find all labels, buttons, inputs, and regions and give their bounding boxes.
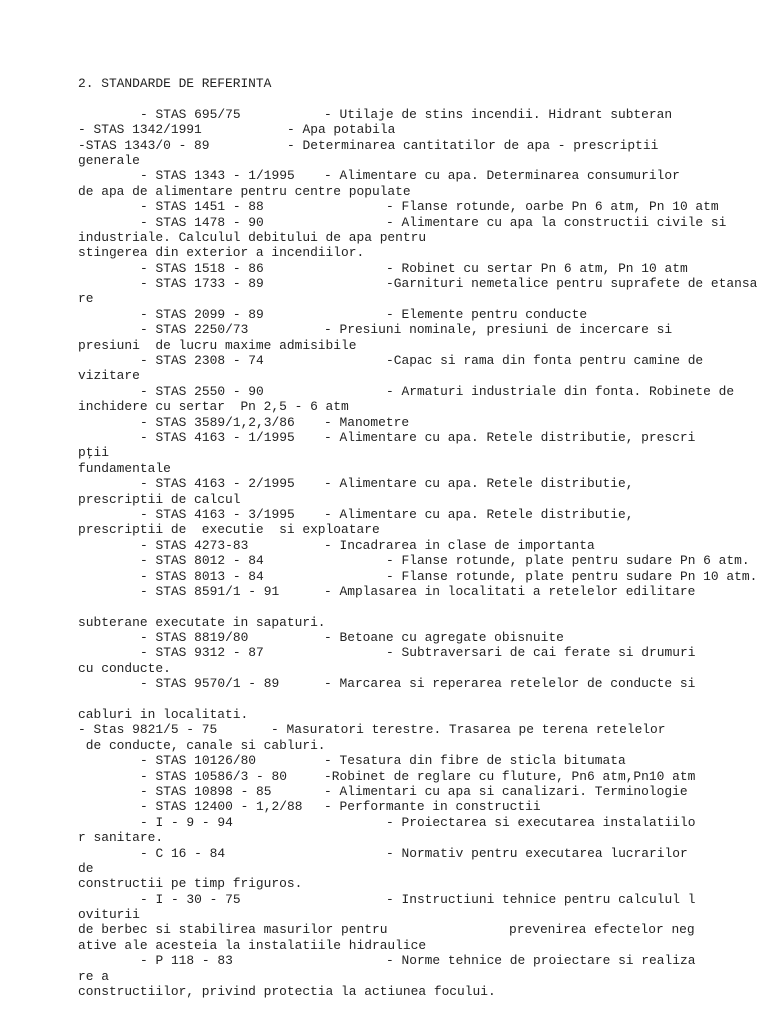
continuation-line: de (78, 860, 94, 876)
continuation-line: de conducte, canale si cabluri. (78, 737, 326, 753)
standard-description: - Flanse rotunde, plate pentru sudare Pn 6 atm. (386, 553, 750, 569)
standard-code: - STAS 2099 - 89 (140, 306, 264, 322)
list-item (78, 415, 758, 430)
standard-description: - Alimentare cu apa la constructii civile si (386, 214, 727, 230)
standard-code: - STAS 10126/80 (140, 753, 257, 769)
standard-description: - Normativ pentru executarea lucrarilor (386, 845, 688, 861)
standard-code: - STAS 1343 - 1/1995 (140, 168, 295, 184)
continuation-line: prescriptii de calcul (78, 491, 241, 507)
standard-code: - STAS 2308 - 74 (140, 353, 264, 369)
standard-code: - STAS 8012 - 84 (140, 553, 264, 569)
standard-code: - STAS 8591/1 - 91 (140, 583, 280, 599)
standard-code: -STAS 1343/0 - 89 (78, 137, 210, 153)
standard-description: - Alimentare cu apa. Retele distributie, prescri (324, 429, 696, 445)
list-item (78, 322, 758, 337)
standard-description: - Armaturi industriale din fonta. Robinete de (386, 383, 735, 399)
continuation-line: subterane executate in sapaturi. (78, 614, 326, 630)
continuation-line: cu conducte. (78, 660, 171, 676)
standard-code: - C 16 - 84 (140, 845, 226, 861)
list-item (78, 815, 758, 830)
continuation-line: de apa de alimentare pentru centre populate (78, 183, 411, 199)
standard-description: -Robinet de reglare cu fluture, Pn6 atm,Pn10 atm (324, 768, 696, 784)
standard-code: - STAS 9312 - 87 (140, 645, 264, 661)
standard-description: - Utilaje de stins incendii. Hidrant subteran (324, 106, 673, 122)
standard-description: -Garnituri nemetalice pentru suprafete de etansa (386, 276, 758, 292)
continuation-line: vizitare (78, 368, 140, 384)
standard-code: - STAS 1478 - 90 (140, 214, 264, 230)
continuation-line: cabluri in localitati. (78, 707, 249, 723)
continuation-line: oviturii (78, 907, 140, 923)
continuation-line: fundamentale (78, 460, 171, 476)
standard-description: - Proiectarea si executarea instalatiilo (386, 814, 696, 830)
standard-code: - STAS 8013 - 84 (140, 568, 264, 584)
standard-code: - STAS 2250/73 (140, 322, 249, 338)
continuation-line: presiuni de lucru maxime admisibile (78, 337, 357, 353)
standard-description: - Alimentare cu apa. Determinarea consumurilor (324, 168, 680, 184)
standard-description: - Incadrarea in clase de importanta (324, 537, 595, 553)
standard-code: - STAS 4163 - 1/1995 (140, 429, 295, 445)
standard-code: - STAS 10898 - 85 (140, 783, 272, 799)
list-item (78, 892, 758, 907)
standard-description: - Performante in constructii (324, 799, 541, 815)
continuation-line: pţii (78, 445, 109, 461)
standard-description: - Norme tehnice de proiectare si realiza (386, 953, 696, 969)
standard-description: - Manometre (324, 414, 410, 430)
standard-description: - Masuratori terestre. Trasarea pe terena retelelor (271, 722, 666, 738)
standard-description: - Robinet cu sertar Pn 6 atm, Pn 10 atm (386, 260, 688, 276)
list-item (78, 261, 758, 276)
list-item (78, 553, 758, 568)
standard-description: - Instructiuni tehnice pentru calculul l (386, 891, 696, 907)
list-item (78, 353, 758, 368)
continuation-line: de berbec si stabilirea masurilor pentru prevenirea efectelor neg (78, 922, 695, 938)
standard-code: - P 118 - 83 (140, 953, 233, 969)
standard-description: - Betoane cu agregate obisnuite (324, 630, 564, 646)
continuation-line: industriale. Calculul debitului de apa pentru (78, 229, 427, 245)
standard-description: - Amplasarea in localitati a retelelor edilitare (324, 583, 696, 599)
continuation-line: ative ale acesteia la instalatiile hidraulice (78, 937, 427, 953)
continuation-line: stingerea din exterior a incendiilor. (78, 245, 365, 261)
continuation-line: inchidere cu sertar Pn 2,5 - 6 atm (78, 399, 349, 415)
standard-code: - STAS 4273-83 (140, 537, 249, 553)
continuation-line: prescriptii de executie si exploatare (78, 522, 380, 538)
standard-code: - STAS 9570/1 - 89 (140, 676, 280, 692)
standard-code: - I - 30 - 75 (140, 891, 241, 907)
list-item (78, 846, 758, 861)
standard-code: - STAS 1733 - 89 (140, 276, 264, 292)
list-item (78, 199, 758, 214)
standard-description: - Elemente pentru conducte (386, 306, 588, 322)
list-item (78, 953, 758, 968)
list-item (78, 168, 758, 183)
continuation-line: generale (78, 152, 140, 168)
standard-code: - STAS 695/75 (140, 106, 241, 122)
list-item (78, 569, 758, 584)
standard-code: - STAS 1342/1991 (78, 122, 202, 138)
list-item (78, 784, 758, 799)
standard-code: - STAS 4163 - 3/1995 (140, 506, 295, 522)
continuation-line: re a (78, 968, 109, 984)
standard-code: - STAS 2550 - 90 (140, 383, 264, 399)
continuation-line: constructiilor, privind protectia la actiunea focului. (78, 984, 496, 1000)
list-item (78, 799, 758, 814)
list-item (78, 107, 758, 122)
document-page (78, 76, 758, 999)
list-item (78, 769, 758, 784)
list-item (78, 138, 758, 153)
standard-description: - Flanse rotunde, plate pentru sudare Pn 10 atm. (386, 568, 758, 584)
list-item (78, 645, 758, 660)
standard-description: - Determinarea cantitatilor de apa - prescriptii (287, 137, 659, 153)
standard-description: - Marcarea si reperarea retelelor de conducte si (324, 676, 696, 692)
list-item (78, 276, 758, 291)
list-item (78, 384, 758, 399)
standard-code: - Stas 9821/5 - 75 (78, 722, 218, 738)
section-heading: 2. STANDARDE DE REFERINTA (78, 76, 272, 91)
list-item (78, 538, 758, 553)
standard-description: - Flanse rotunde, oarbe Pn 6 atm, Pn 10 atm (386, 199, 719, 215)
list-item (78, 584, 758, 599)
standard-description: - Tesatura din fibre de sticla bitumata (324, 753, 626, 769)
standard-description: - Subtraversari de cai ferate si drumuri (386, 645, 696, 661)
standard-description: - Apa potabila (287, 122, 396, 138)
standard-code: - STAS 10586/3 - 80 (140, 768, 287, 784)
standard-description: -Capac si rama din fonta pentru camine de (386, 353, 704, 369)
standard-description: - Alimentare cu apa. Retele distributie, (324, 506, 634, 522)
standard-code: - STAS 12400 - 1,2/88 (140, 799, 303, 815)
continuation-line: r sanitare. (78, 830, 164, 846)
list-item (78, 122, 758, 137)
standard-description: - Alimentari cu apa si canalizari. Terminologie (324, 783, 688, 799)
list-item (78, 676, 758, 691)
list-item (78, 507, 758, 522)
list-item (78, 307, 758, 322)
list-item (78, 722, 758, 737)
continuation-line: constructii pe timp friguros. (78, 876, 303, 892)
list-item (78, 215, 758, 230)
list-item (78, 430, 758, 445)
standard-code: - STAS 3589/1,2,3/86 (140, 414, 295, 430)
list-item (78, 476, 758, 491)
list-item (78, 630, 758, 645)
continuation-line: re (78, 291, 94, 307)
standard-description: - Presiuni nominale, presiuni de incercare si (324, 322, 673, 338)
standard-code: - STAS 1451 - 88 (140, 199, 264, 215)
standard-code: - I - 9 - 94 (140, 814, 233, 830)
standard-description: - Alimentare cu apa. Retele distributie, (324, 476, 634, 492)
list-item (78, 753, 758, 768)
standard-code: - STAS 4163 - 2/1995 (140, 476, 295, 492)
standard-code: - STAS 8819/80 (140, 630, 249, 646)
standard-code: - STAS 1518 - 86 (140, 260, 264, 276)
